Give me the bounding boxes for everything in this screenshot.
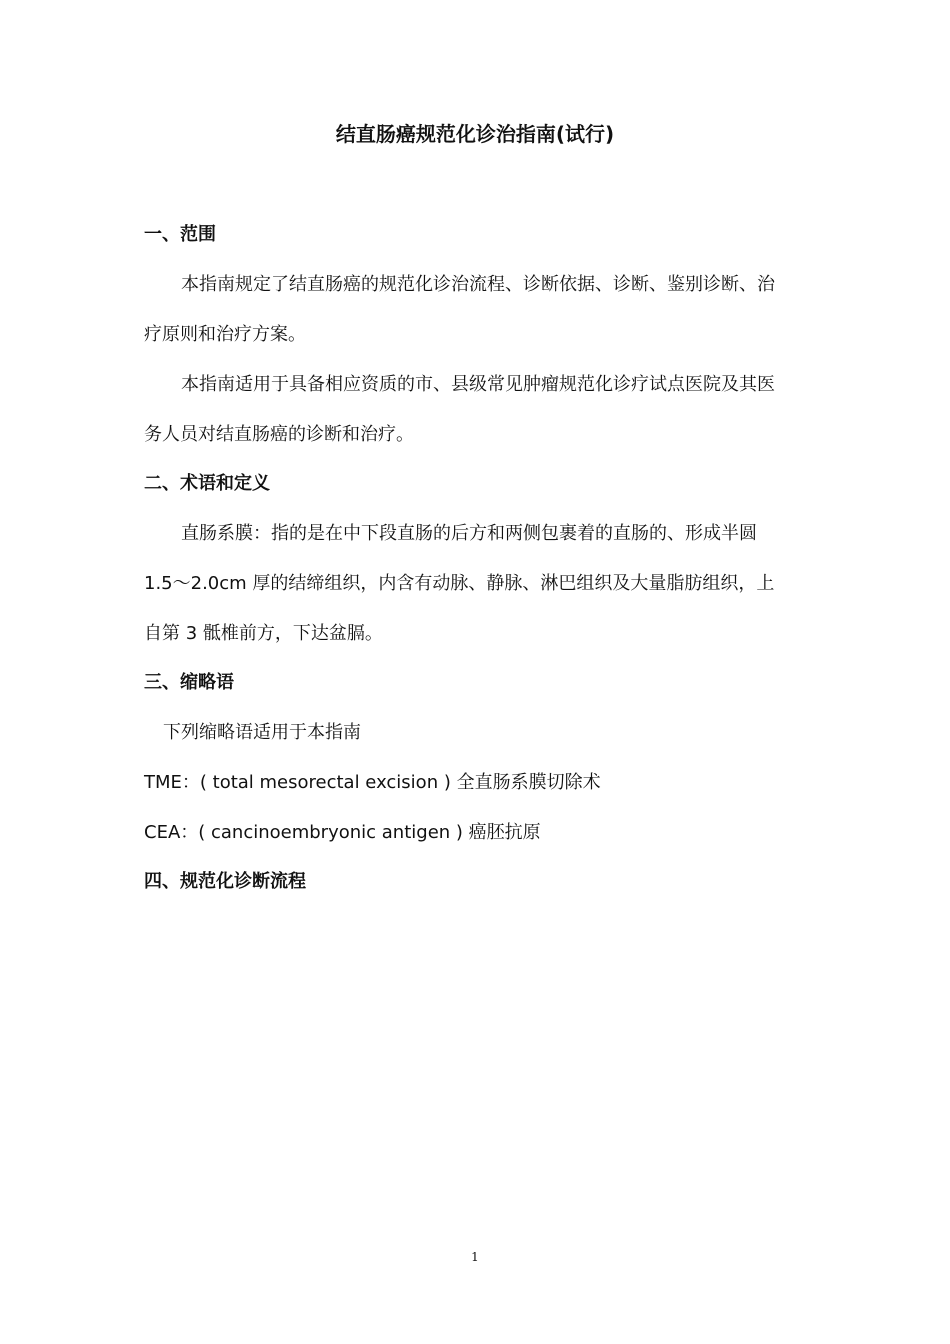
scope-paragraph-2-line-2: 务人员对结直肠癌的诊断和治疗。 xyxy=(144,424,414,445)
document-title: 结直肠癌规范化诊治指南(试行) xyxy=(335,122,615,146)
terms-line-1: 直肠系膜：指的是在中下段直肠的后方和两侧包裹着的直肠的、形成半圆 xyxy=(181,523,757,544)
section-heading-scope: 一、范围 xyxy=(144,224,216,245)
abbreviations-intro: 下列缩略语适用于本指南 xyxy=(163,722,361,743)
section-heading-flow: 四、规范化诊断流程 xyxy=(144,871,306,892)
scope-paragraph-2-line-1: 本指南适用于具备相应资质的市、县级常见肿瘤规范化诊疗试点医院及其医 xyxy=(181,374,775,395)
scope-paragraph-1-line-1: 本指南规定了结直肠癌的规范化诊治流程、诊断依据、诊断、鉴别诊断、治 xyxy=(181,274,775,295)
abbreviation-item: TME：( total mesorectal excision ) 全直肠系膜切除术 xyxy=(144,772,601,793)
terms-line-2: 1.5～2.0cm 厚的结缔组织，内含有动脉、静脉、淋巴组织及大量脂肪组织，上 xyxy=(144,573,775,594)
page-number: 1 xyxy=(471,1250,479,1264)
terms-line-3: 自第 3 骶椎前方，下达盆膈。 xyxy=(144,623,383,644)
scope-paragraph-1-line-2: 疗原则和治疗方案。 xyxy=(144,324,306,345)
section-heading-abbreviations: 三、缩略语 xyxy=(144,672,234,693)
abbreviation-item: CEA：( cancinoembryonic antigen ) 癌胚抗原 xyxy=(144,822,541,843)
section-heading-terms: 二、术语和定义 xyxy=(144,473,270,494)
